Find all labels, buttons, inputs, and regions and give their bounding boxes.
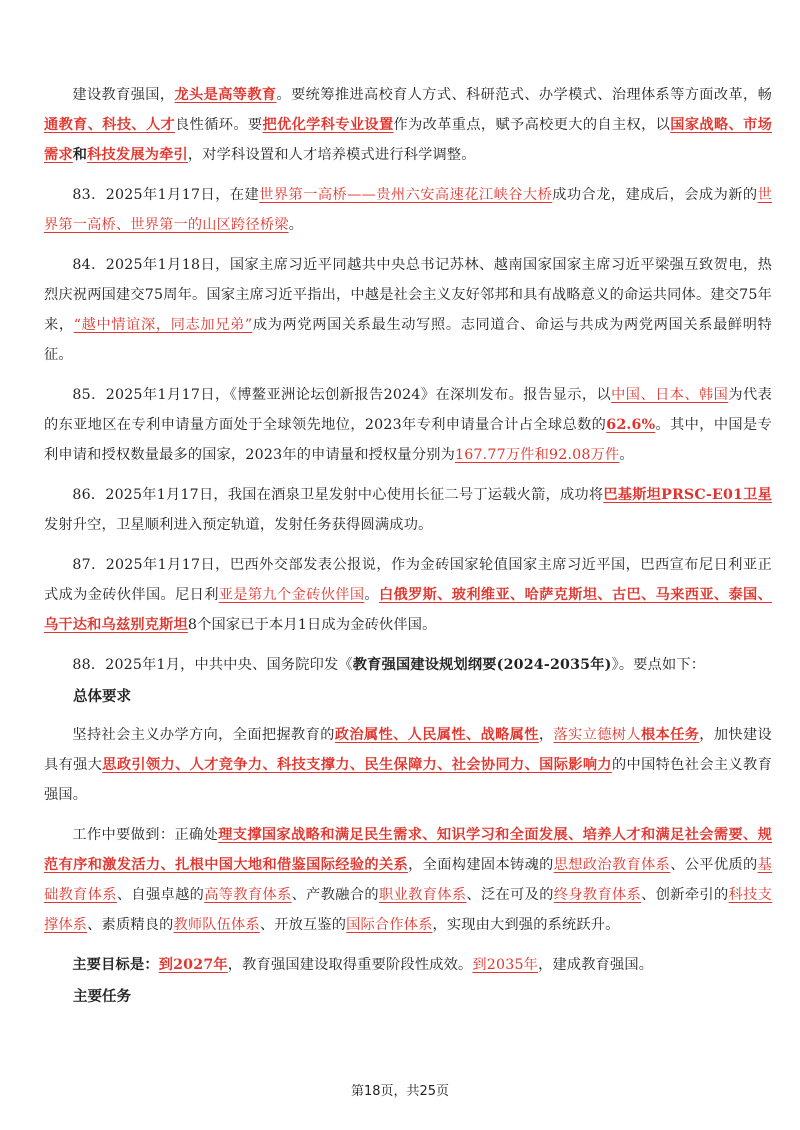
text-run: 发射升空，卫星顺利进入预定轨道，发射任务获得圆满成功。: [44, 517, 433, 533]
page-number-footer: 第18页，共25页: [350, 1084, 450, 1099]
highlighted-text: 主要目标是：: [72, 957, 159, 973]
highlighted-text: “越中情谊深，同志加兄弟”: [73, 317, 253, 333]
highlighted-text: 把优化学科专业设置: [262, 117, 394, 133]
highlighted-text: 国家战略、市场需求: [44, 117, 773, 163]
text-run: 、创新牵引的: [641, 887, 729, 903]
highlighted-text: 教育强国建设规划纲要(2024-2035年): [352, 657, 612, 673]
paragraph: [44, 550, 772, 640]
highlighted-text: 理支撑国家战略和满足民生需求、知识学习和全面发展、培养人才和满足社会需要、规范有序和激发活力、扎根中国大地和借鉴国际经验的关系: [44, 827, 772, 873]
text-run: 87．2025年1月17日，巴西外交部发表公报说，作为金砖国家轮值国家主席习近平国，巴西宣布尼日利亚正式成为金砖伙伴国。尼日利: [44, 557, 772, 603]
highlighted-text: 总体要求: [73, 688, 131, 705]
paragraph: [44, 950, 772, 980]
highlighted-text: 基础教育体系: [44, 857, 773, 903]
highlighted-text: 167.77万件和92.08万件: [454, 447, 620, 463]
highlighted-text: 62.6%: [606, 417, 656, 433]
text-run: 坚持社会主义办学方向，全面把握教育的: [72, 727, 335, 743]
highlighted-text: 职业教育体系: [379, 887, 467, 903]
text-run: 成为两党两国关系最生动写照。志同道合、命运与共成为两党两国关系最鲜明特征。: [44, 317, 773, 363]
text-run: ，对学科设置和人才培养模式进行科学调整。: [187, 147, 476, 163]
paragraph: [44, 180, 772, 240]
highlighted-text: 白俄罗斯、玻利维亚、哈萨克斯坦、古巴、马来西亚、泰国、乌干达和乌兹别克斯坦: [44, 587, 773, 633]
text-run: ，建成教育强国。: [538, 957, 654, 973]
text-run: 。: [364, 587, 379, 603]
text-run: ，实现由大到强的系统跃升。: [432, 917, 620, 933]
text-run: 良性循环。要: [175, 117, 263, 133]
text-run: ，全面构建固本铸魂的: [408, 857, 554, 873]
highlighted-text: 终身教育体系: [553, 887, 642, 903]
paragraph: [44, 250, 772, 370]
paragraph: [44, 80, 772, 170]
text-run: 。其中，中国是专利申请和授权数量最多的国家，2023年的申请量和授权量分别为: [44, 417, 772, 463]
paragraph: [44, 480, 772, 540]
paragraph: [44, 650, 772, 680]
highlighted-text: 根本任务: [640, 727, 700, 743]
highlighted-text: 到2027年: [158, 957, 228, 973]
highlighted-text: 世界第一高桥、世界第一的山区跨径桥梁: [44, 187, 772, 233]
text-run: 、泛在可及的: [466, 887, 554, 903]
text-run: 。: [288, 217, 303, 233]
highlighted-text: 思想政治教育体系: [553, 857, 671, 873]
text-run: 建设教育强国，: [72, 87, 175, 103]
text-run: 为代表的东亚地区在专利申请量方面处于全球领先地位，2023年专利申请量合计占全球总数的: [44, 387, 772, 433]
document-body: [44, 80, 772, 1020]
text-run: 作为改革重点，赋予高校更大的自主权，以: [393, 117, 671, 133]
text-run: 、产教融合的: [291, 887, 379, 903]
text-run: 、自强卓越的: [116, 887, 205, 903]
highlighted-text: 巴基斯坦PRSC-E01卫星: [603, 487, 772, 503]
highlighted-text: 国际合作体系: [346, 917, 433, 933]
highlighted-text: 龙头是高等教育: [174, 87, 277, 103]
highlighted-text: 和: [72, 147, 88, 163]
highlighted-text: 高等教育体系: [204, 887, 292, 903]
paragraph: [44, 720, 772, 810]
highlighted-text: 主要任务: [73, 988, 131, 1005]
text-run: ，加快建设具有强大: [44, 727, 772, 773]
text-run: ，: [538, 727, 554, 743]
text-run: 8个国家已于本月1日成为金砖伙伴国。: [187, 617, 437, 633]
highlighted-text: 到2035年: [472, 957, 539, 973]
highlighted-text: 通教育、科技、人才: [44, 117, 176, 133]
text-run: ，教育强国建设取得重要阶段性成效。: [227, 957, 473, 973]
text-run: 、素质精良的: [87, 917, 174, 933]
highlighted-text: 科技发展为牵引: [87, 147, 188, 163]
highlighted-text: 落实立德树人: [553, 727, 641, 743]
text-run: 85．2025年1月17日，《博鳌亚洲论坛创新报告2024》在深圳发布。报告显示，以: [72, 387, 612, 403]
text-run: 》。要点如下：: [611, 657, 706, 673]
highlighted-text: 中国、日本、韩国: [611, 387, 729, 403]
highlighted-text: 科技支撑体系: [44, 887, 773, 933]
text-run: 的中国特色社会主义教育强国。: [44, 757, 772, 803]
highlighted-text: 政治属性、人民属性、战略属性: [334, 727, 539, 743]
highlighted-text: 世界第一高桥——贵州六安高速花江峡谷大桥: [259, 187, 553, 203]
text-run: 成功合龙，建成后，会成为新的: [552, 187, 758, 203]
highlighted-text: 亚是第九个金砖伙伴国: [218, 587, 365, 603]
paragraph: [44, 820, 772, 940]
text-run: 、开放互鉴的: [259, 917, 347, 933]
section-heading: [44, 682, 772, 712]
text-run: 。: [619, 447, 634, 463]
highlighted-text: 思政引领力、人才竞争力、科技支撑力、民生保障力、社会协同力、国际影响力: [102, 757, 612, 773]
text-run: 工作中要做到：正确处: [72, 827, 219, 843]
text-run: 83．2025年1月17日，在建: [72, 187, 260, 203]
highlighted-text: 教师队伍体系: [173, 917, 260, 933]
paragraph: [44, 380, 772, 470]
text-run: 、公平优质的: [670, 857, 758, 873]
text-run: 86．2025年1月17日，我国在酒泉卫星发射中心使用长征二号丁运载火箭，成功将: [72, 487, 604, 503]
section-heading: [44, 982, 772, 1012]
text-run: 88．2025年1月，中共中央、国务院印发《: [72, 657, 353, 673]
text-run: 。要统筹推进高校育人方式、科研范式、办学模式、治理体系等方面改革，畅: [276, 87, 773, 103]
text-run: 84．2025年1月18日，国家主席习近平同越共中央总书记苏林、越南国家国家主席习近平梁强互致贺电，热烈庆祝两国建交75周年。国家主席习近平指出，中越是社会主义友好邻邦和具有战略意义的命运共同体。建交75年来，: [44, 257, 772, 333]
